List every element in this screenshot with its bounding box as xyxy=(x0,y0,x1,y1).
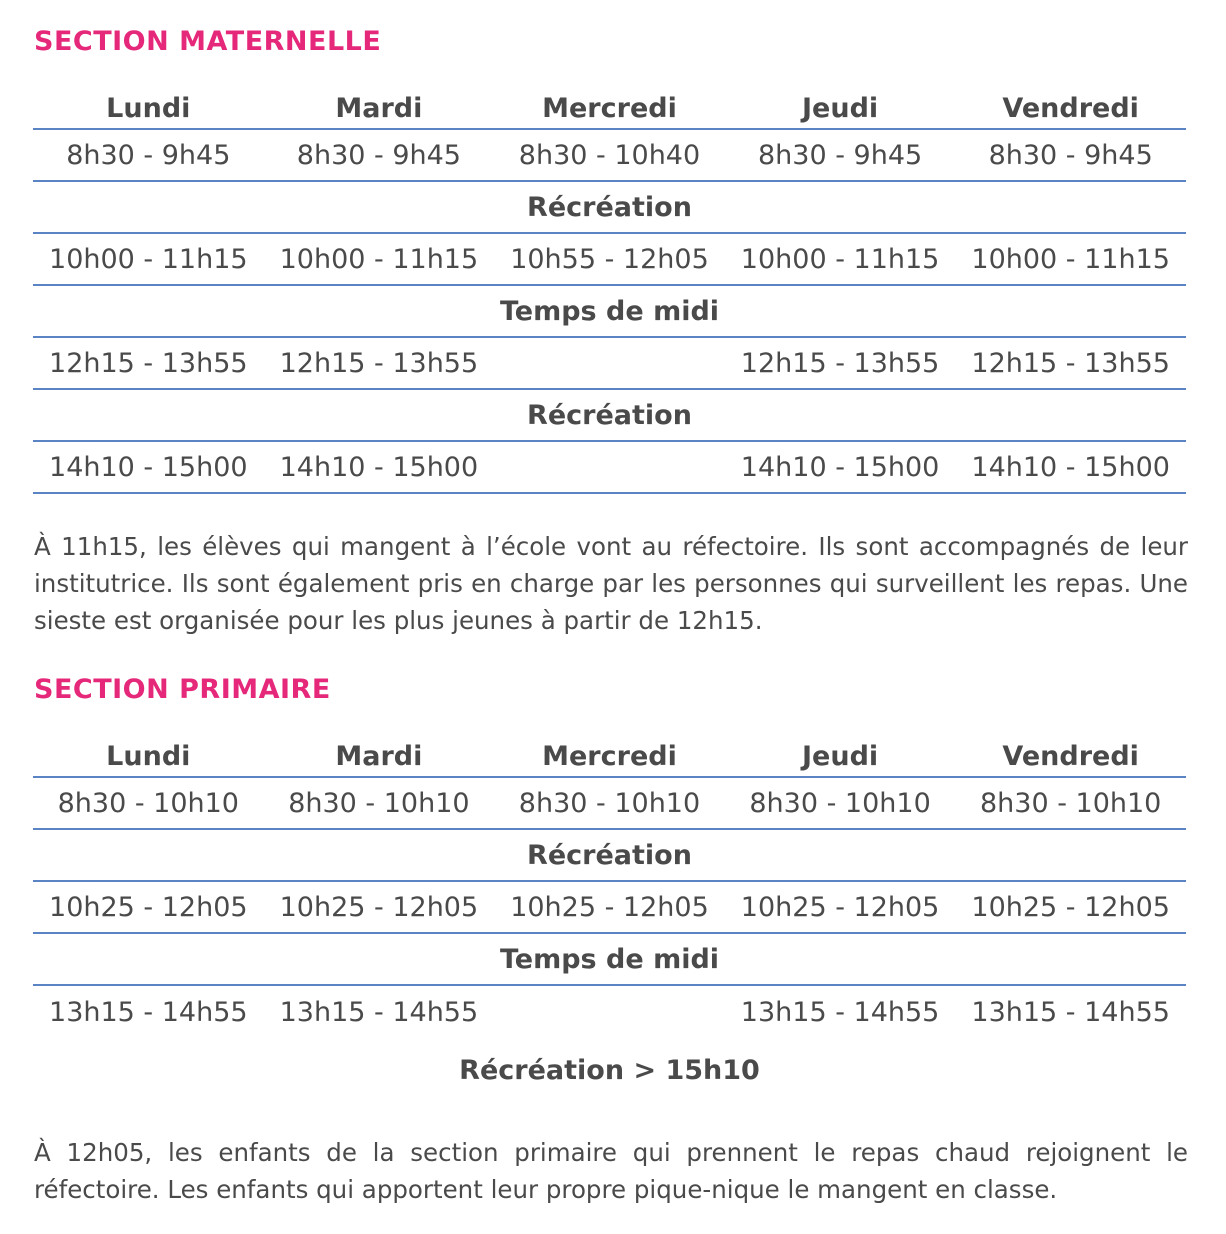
break-label: Temps de midi xyxy=(499,295,720,327)
note-maternelle: À 11h15, les élèves qui mangent à l’école vont au réfectoire. Ils sont accompagnés de leur institutrice. Ils sont également pris en charge par les personnes qui surveillent les repas. Une sieste est organisée pour les plus jeunes à partir de 12h15. xyxy=(34,532,1188,635)
time-cell: 10h25 - 12h05 xyxy=(510,891,709,923)
time-row xyxy=(33,986,1186,1038)
time-cell: 13h15 - 14h55 xyxy=(279,996,479,1028)
break-row xyxy=(33,390,1186,442)
time-cell: 8h30 - 10h10 xyxy=(57,787,239,819)
day-header: Mercredi xyxy=(542,92,677,124)
day-header: Jeudi xyxy=(801,92,879,124)
time-cell: 14h10 - 15h00 xyxy=(279,451,479,483)
time-cell: 10h25 - 12h05 xyxy=(279,891,479,923)
day-header-row xyxy=(33,736,1186,778)
time-row xyxy=(33,778,1186,830)
day-header: Vendredi xyxy=(1002,740,1139,772)
day-header: Jeudi xyxy=(801,740,879,772)
time-cell: 14h10 - 15h00 xyxy=(49,451,248,483)
time-cell: 13h15 - 14h55 xyxy=(971,996,1170,1028)
time-cell: 10h25 - 12h05 xyxy=(740,891,940,923)
day-header: Vendredi xyxy=(1002,92,1139,124)
break-row xyxy=(33,830,1186,882)
time-cell: 8h30 - 10h40 xyxy=(518,139,701,171)
time-cell: 10h25 - 12h05 xyxy=(971,891,1170,923)
time-row xyxy=(33,130,1186,182)
time-cell: 12h15 - 13h55 xyxy=(740,347,940,379)
time-cell: 14h10 - 15h00 xyxy=(740,451,940,483)
day-header: Lundi xyxy=(106,740,191,772)
time-cell: 8h30 - 9h45 xyxy=(988,139,1153,171)
day-header: Lundi xyxy=(106,92,191,124)
time-cell: 12h15 - 13h55 xyxy=(279,347,479,379)
schedule-table-primaire xyxy=(33,736,1186,1038)
time-cell: 12h15 - 13h55 xyxy=(971,347,1170,379)
time-cell: 10h00 - 11h15 xyxy=(279,243,479,275)
break-label: Récréation xyxy=(527,191,692,223)
break-label: Récréation xyxy=(527,839,692,871)
break-row xyxy=(33,182,1186,234)
day-header: Mardi xyxy=(335,740,423,772)
time-cell: 10h00 - 11h15 xyxy=(740,243,940,275)
schedule-table-maternelle xyxy=(33,88,1186,494)
time-cell: 13h15 - 14h55 xyxy=(49,996,248,1028)
final-break-label: Récréation > 15h10 xyxy=(459,1055,760,1086)
time-cell: 13h15 - 14h55 xyxy=(740,996,940,1028)
time-cell: 10h55 - 12h05 xyxy=(510,243,709,275)
day-header: Mercredi xyxy=(542,740,677,772)
time-row xyxy=(33,442,1186,494)
break-row xyxy=(33,934,1186,986)
time-cell: 8h30 - 9h45 xyxy=(66,139,231,171)
break-label: Temps de midi xyxy=(499,943,720,975)
time-cell: 10h25 - 12h05 xyxy=(49,891,248,923)
time-cell: 8h30 - 9h45 xyxy=(296,139,461,171)
time-cell: 8h30 - 10h10 xyxy=(288,787,470,819)
break-row xyxy=(33,286,1186,338)
time-cell: 10h00 - 11h15 xyxy=(971,243,1170,275)
section-title-primaire: SECTION PRIMAIRE xyxy=(34,674,331,705)
time-cell: 12h15 - 13h55 xyxy=(49,347,248,379)
time-row xyxy=(33,882,1186,934)
time-cell: 10h00 - 11h15 xyxy=(49,243,248,275)
time-cell: 8h30 - 10h10 xyxy=(749,787,931,819)
note-primaire: À 12h05, les enfants de la section primaire qui prennent le repas chaud rejoignent le réfectoire. Les enfants qui apportent leur propre pique-nique le mangent en classe. xyxy=(34,1138,1188,1204)
time-row xyxy=(33,338,1186,390)
time-cell: 8h30 - 10h10 xyxy=(979,787,1162,819)
section-title-maternelle: SECTION MATERNELLE xyxy=(34,26,382,57)
day-header: Mardi xyxy=(335,92,423,124)
time-cell: 14h10 - 15h00 xyxy=(971,451,1170,483)
break-label: Récréation xyxy=(527,399,692,431)
day-header-row xyxy=(33,88,1186,130)
time-row xyxy=(33,234,1186,286)
time-cell: 8h30 - 10h10 xyxy=(518,787,701,819)
time-cell: 8h30 - 9h45 xyxy=(757,139,923,171)
